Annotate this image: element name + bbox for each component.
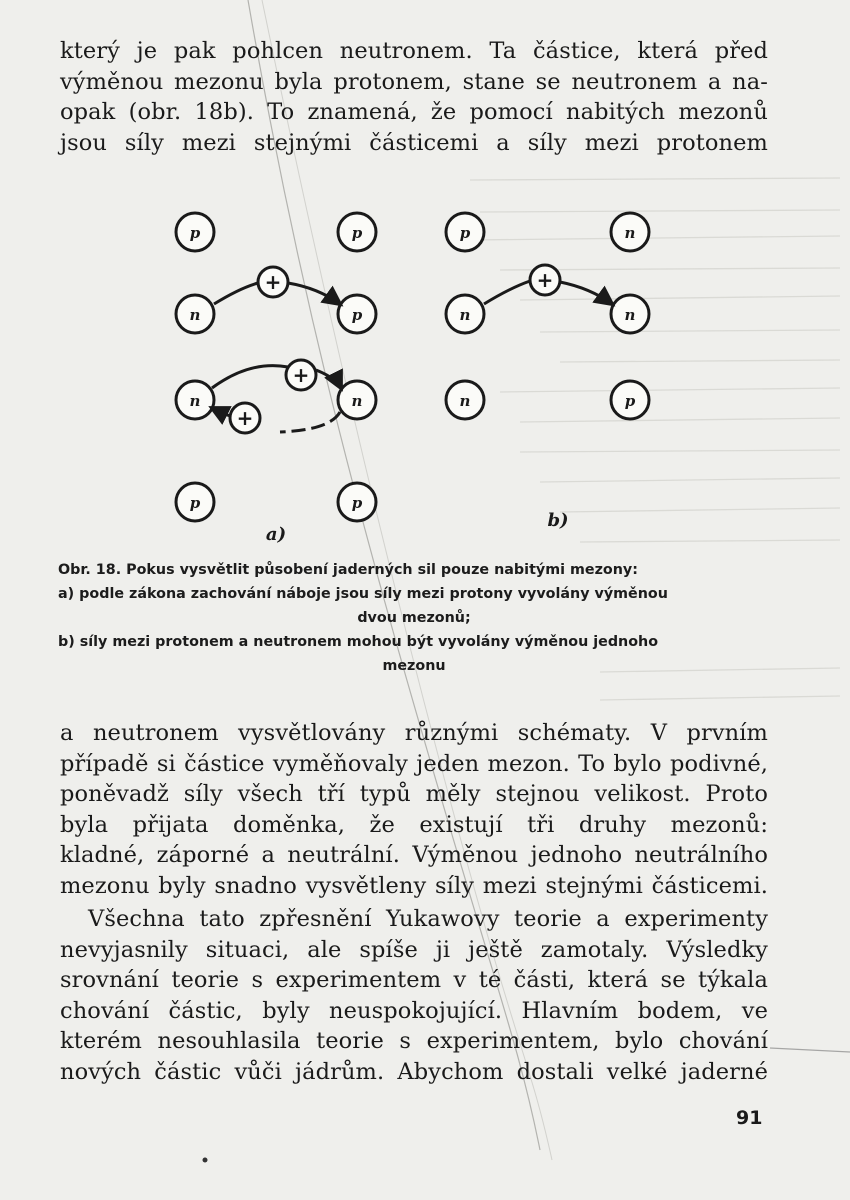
label-plus: + [292,363,310,387]
label-p: p [189,494,201,512]
label-n: n [189,392,201,410]
caption-b-line2: mezonu [382,658,446,674]
label-p: p [189,224,201,242]
figure-caption [58,558,770,678]
figure-18-diagram [160,190,720,550]
text-line: případě si částice vyměňovaly jeden mezon. To bylo podivné, [60,750,768,777]
label-plus: + [264,270,282,294]
paragraph-bottom [60,904,768,1088]
text-line: nevyjasnily situaci, ale spíše ji ještě zamotaly. Výsledky [60,936,768,963]
text-line: chování částic, byly neuspokojující. Hlavním bodem, ve [60,997,768,1024]
text-line: srovnání teorie s experimentem v té části, která se týkala [60,967,768,994]
text-line: mezonu byly snadno vysvětleny síly mezi stejnými částicemi. [60,872,768,899]
label-p: p [351,306,363,324]
text-line: byla přijata doměnka, že existují tři druhy mezonů: [60,811,768,838]
panel-label-b: b) [547,510,569,531]
caption-title: Obr. 18. Pokus vysvětlit působení jaderných sil pouze nabitými mezony: [58,562,638,578]
paragraph-middle [60,718,768,902]
label-plus: + [536,268,554,292]
label-p: p [351,494,363,512]
label-n: n [459,392,471,410]
text-line: který je pak pohlcen neutronem. Ta částice, která před [60,38,768,64]
label-n: n [351,392,363,410]
text-line: poněvadž síly všech tří typů měly stejnou velikost. Proto [60,781,768,808]
text-line: a neutronem vysvětlovány různými schématy. V prvním [60,720,768,746]
text-line: jsou síly mezi stejnými částicemi a síly mezi protonem [60,129,768,156]
text-line: kladné, záporné a neutrální. Výměnou jednoho neutrálního [60,842,768,869]
label-n: n [624,224,636,242]
label-n: n [189,306,201,324]
caption-a-line1: a) podle zákona zachování náboje jsou síly mezi protony vyvolány výměnou [58,586,668,602]
label-p: p [624,392,636,410]
paragraph-top [60,36,768,158]
caption-b-line1: b) síly mezi protonem a neutronem mohou být vyvolány výměnou jednoho [58,634,659,650]
text-line: výměnou mezonu byla protonem, stane se neutronem a na- [60,68,768,95]
page-number: 91 [736,1107,763,1129]
label-p: p [459,224,471,242]
label-plus: + [236,406,254,430]
label-n: n [459,306,471,324]
text-line: opak (obr. 18b). To znamená, že pomocí nabitých mezonů [60,99,768,126]
panel-label-a: a) [265,524,287,545]
label-n: n [624,306,636,324]
text-line: nových částic vůči jádrům. Abychom dostali velké jaderné [60,1058,768,1085]
caption-a-line2: dvou mezonů; [357,610,471,626]
label-p: p [351,224,363,242]
text-line: Všechna tato zpřesnění Yukawovy teorie a experimenty [88,906,768,932]
text-line: kterém nesouhlasila teorie s experimentem, bylo chování [60,1028,768,1055]
